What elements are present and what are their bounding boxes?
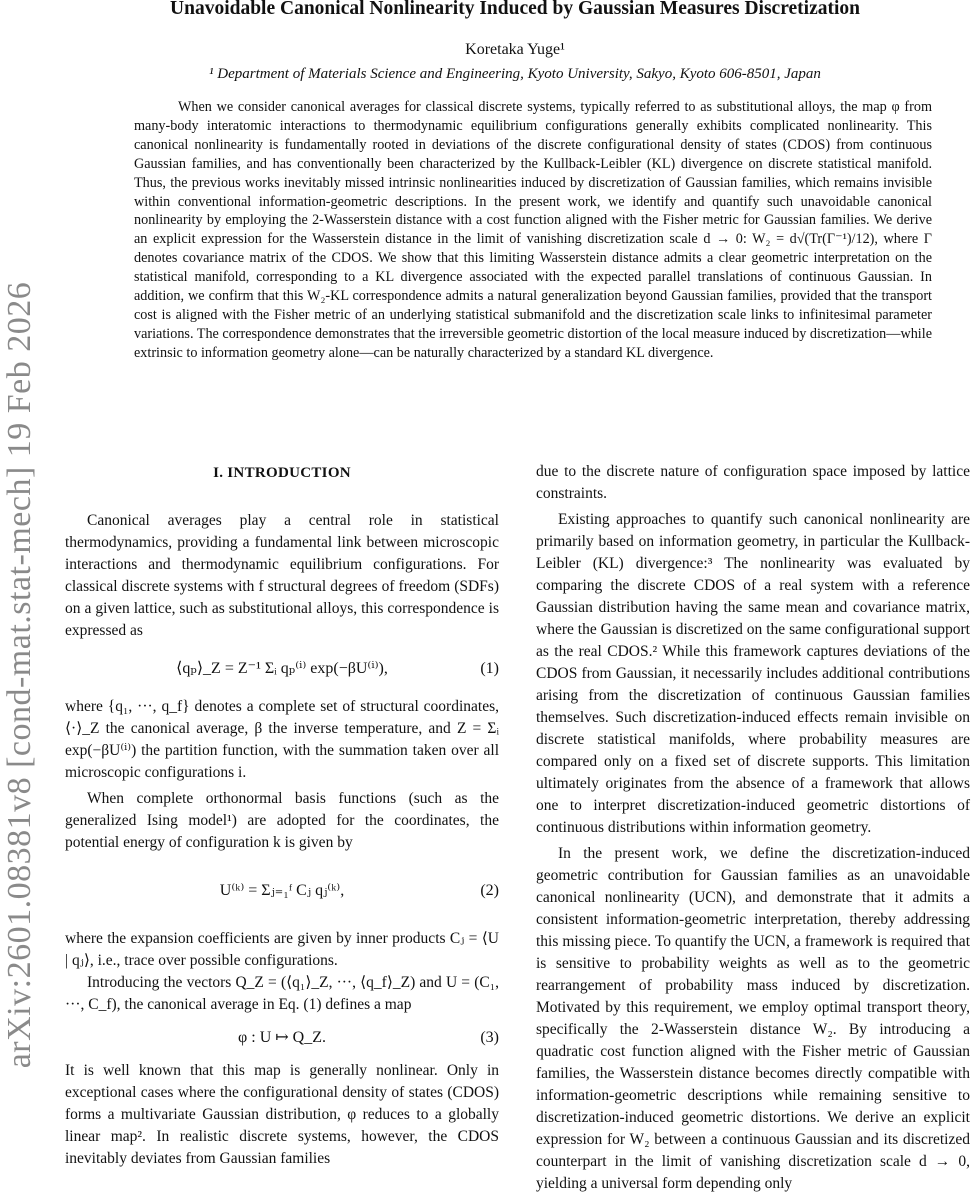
intro-paragraph-3: When complete orthonormal basis functions (such as the generalized Ising model¹) are adopted for the coordinates, the potential energy of configuration k is given by [65,790,499,851]
abstract [134,98,932,363]
right-paragraph-3: In the present work, we define the discretization-induced geometric contribution for Gaussian families as an unavoidable canonical nonlinearity (UCN), and demonstrate that it admits a consistent information-geometric interpretation, thereby addressing this missing piece. To quantify the UCN, a framework is required that is sensitive to probability weights as well as to the geometric rearrangement of probability mass induced by discretization. Motivated by this requirement, we employ optimal transport theory, specifically the 2-Wasserstein distance W₂. By introducing a quadratic cost function aligned with the Fisher metric of Gaussian families, the Wasserstein distance becomes directly compatible with information-geometric descriptions while remaining sensitive to discretization-induced geometric distortions. We derive an explicit expression for W₂ between a continuous Gaussian and its discretized counterpart in the limit of vanishing discretization scale d → 0, yielding a universal form depending only [536,845,970,1192]
equation-1 [65,642,499,696]
equation-2-body: U⁽ᵏ⁾ = Σⱼ₌₁ᶠ Cⱼ qⱼ⁽ᵏ⁾, [219,882,345,899]
intro-paragraph-5: Introducing the vectors Q_Z = (⟨q₁⟩_Z, ···, ⟨q_f⟩_Z) and U = (C₁, ···, C_f), the canonical average in Eq. (1) defines a map [65,974,499,1013]
author-line: Koretaka Yuge¹ [465,41,565,58]
right-column [536,461,970,1195]
equation-1-body: ⟨qₚ⟩_Z = Z⁻¹ Σᵢ qₚ⁽ⁱ⁾ exp(−βU⁽ⁱ⁾), [176,660,388,677]
paper-title: Unavoidable Canonical Nonlinearity Induced by Gaussian Measures Discretization [170,0,860,19]
right-paragraph-2: Existing approaches to quantify such canonical nonlinearity are primarily based on information geometry, in particular the Kullback-Leibler (KL) divergence:³ The nonlinearity was evaluated by comparing the discrete CDOS of a real system with a reference Gaussian distribution having the same mean and covariance matrix, where the Gaussian is discretized on the same configurational support as the real CDOS.² While this framework captures deviations of the CDOS from Gaussian, it necessarily includes additional contributions arising from the discretization of continuous Gaussian families themselves. Such discretization-induced effects remain invisible on discrete statistical manifolds, where probability measures are compared only on a fixed set of discrete supports. This limitation ultimately originates from the absence of a framework that allows one to interpret discretization-induced geometric distortions of continuous distributions within information geometry. [536,511,970,836]
section-heading: I. INTRODUCTION [213,465,351,481]
intro-paragraph-6: It is well known that this map is generally nonlinear. Only in exceptional cases where the configurational density of states (CDOS) forms a multivariate Gaussian distribution, φ reduces to a globally linear map². In realistic discrete systems, however, the CDOS inevitably deviates from Gaussian families [65,1062,499,1167]
left-column [65,462,499,1170]
affiliation-line: ¹ Department of Materials Science and Engineering, Kyoto University, Sakyo, Kyoto 606-8501, Japan [209,66,821,82]
intro-paragraph-1: Canonical averages play a central role in statistical thermodynamics, providing a fundamental link between microscopic interactions and thermodynamic equilibrium configurations. For classical discrete systems with f structural degrees of freedom (SDFs) on a given lattice, such as substitutional alloys, this correspondence is expressed as [65,512,499,639]
equation-2 [65,854,499,928]
equation-1-number: (1) [480,660,499,677]
equation-3 [65,1016,499,1060]
abstract-text: When we consider canonical averages for classical discrete systems, typically referred to as substitutional alloys, the map φ from many-body interatomic interactions to thermodynamic equilibrium configurations generally exhibits complicated nonlinearity. This canonical nonlinearity is fundamentally rooted in deviations of the discrete configurational density of states (CDOS) from continuous Gaussian families, and has conventionally been characterized by the Kullback-Leibler (KL) divergence on discrete statistical manifold. Thus, the previous works inevitably missed intrinsic nonlinearities induced by discretization of Gaussian families, which remains invisible within conventional information-geometric descriptions. In the present work, we identify and quantify such unavoidable canonical nonlinearity by employing the 2-Wasserstein distance with a cost function aligned with the Fisher metric for Gaussian families. We derive an explicit expression for the Wasserstein distance in the limit of vanishing discretization scale d → 0: W₂ = d√(Tr(Γ⁻¹)/12), where Γ denotes covariance matrix of the CDOS. We show that this limiting Wasserstein distance admits a clear geometric interpretation on the statistical manifold, corresponding to a KL divergence associated with the expected parallel translations of continuous Gaussian. In addition, we confirm that this W₂-KL correspondence admits a natural generalization beyond Gaussian families, provided that the transport cost is aligned with the Fisher metric of an underlying statistical submanifold and the discretization scale links to infinitesimal parameter variations. The correspondence demonstrates that the irreversible geometric distortion of the local measure induced by discretization—while extrinsic to information geometry alone—can be naturally characterized by a standard KL divergence. [134,99,932,361]
arxiv-sidebar [2,250,38,1100]
equation-2-number: (2) [480,882,499,899]
intro-paragraph-4: where the expansion coefficients are given by inner products Cⱼ = ⟨U | qⱼ⟩, i.e., trace over possible configurations. [65,930,499,969]
equation-3-number: (3) [480,1029,499,1046]
equation-3-body: φ : U ↦ Q_Z. [238,1029,326,1046]
arxiv-identifier: arXiv:2601.08381v8 [cond-mat.stat-mech] 19 Feb 2026 [1,281,38,1069]
intro-paragraph-2: where {q₁, ···, q_f} denotes a complete set of structural coordinates, ⟨·⟩_Z the canonical average, β the inverse temperature, and Z = Σᵢ exp(−βU⁽ⁱ⁾) the partition function, with the summation taken over all microscopic configurations i. [65,698,499,781]
right-paragraph-1: due to the discrete nature of configuration space imposed by lattice constraints. [536,463,970,502]
